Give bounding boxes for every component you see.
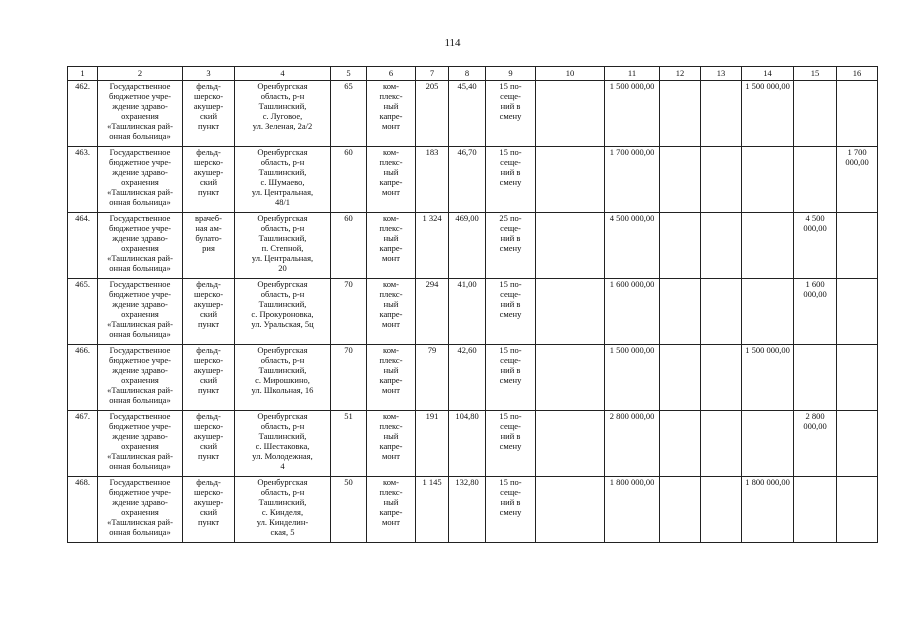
header-row xyxy=(68,67,878,81)
table-cell-col-5 xyxy=(331,477,367,543)
table-cell-col-9 xyxy=(486,81,536,147)
header-cell: 15 xyxy=(794,67,837,81)
table-cell-col-9 xyxy=(486,279,536,345)
table-cell-col-1 xyxy=(68,213,98,279)
table-cell-col-8 xyxy=(449,81,486,147)
table-cell-col-6 xyxy=(367,279,416,345)
cell-text: 15 по- сеще- ний в смену xyxy=(499,477,522,517)
table-cell-col-6 xyxy=(367,477,416,543)
cell-text: 205 xyxy=(425,81,439,91)
table-cell-col-3 xyxy=(183,213,235,279)
table-cell-col-14 xyxy=(742,345,794,411)
cell-text: Оренбургская область, р-н Ташлинский, с. Шумаево, ул. Центральная, 48/1 xyxy=(251,147,314,207)
cell-text: 1 500 000,00 xyxy=(609,345,655,355)
table-cell-col-4 xyxy=(235,279,331,345)
table-cell-col-1 xyxy=(68,477,98,543)
cell-text: Государственное бюджетное учре- ждение здраво- охранения «Ташлинская рай- онная больница» xyxy=(107,213,173,273)
cell-text: 70 xyxy=(344,345,353,355)
cell-text: Оренбургская область, р-н Ташлинский, с. Луговое, ул. Зеленая, 2а/2 xyxy=(252,81,313,131)
table-cell-col-16 xyxy=(837,477,878,543)
header-cell: 4 xyxy=(235,67,331,81)
cell-text: 15 по- сеще- ний в смену xyxy=(499,279,522,319)
table-cell-col-13 xyxy=(701,345,742,411)
table-cell-col-10 xyxy=(536,477,605,543)
cell-text: 294 xyxy=(425,279,439,289)
cell-text: Государственное бюджетное учре- ждение здраво- охранения «Ташлинская рай- онная больница» xyxy=(107,411,173,471)
table-cell-col-13 xyxy=(701,477,742,543)
table-cell-col-1 xyxy=(68,81,98,147)
cell-text: 1 800 000,00 xyxy=(745,477,790,487)
table-cell-col-8 xyxy=(449,411,486,477)
table-cell-col-11 xyxy=(605,147,660,213)
table-cell-col-11 xyxy=(605,213,660,279)
table-cell-col-8 xyxy=(449,279,486,345)
cell-text: 2 800 000,00 xyxy=(803,411,827,431)
table-row xyxy=(68,279,878,345)
table-cell-col-16 xyxy=(837,279,878,345)
table-cell-col-3 xyxy=(183,147,235,213)
cell-text: 15 по- сеще- ний в смену xyxy=(499,345,522,385)
cell-text: 15 по- сеще- ний в смену xyxy=(499,411,522,451)
table-cell-col-4 xyxy=(235,81,331,147)
table-cell-col-16 xyxy=(837,81,878,147)
table-cell-col-16 xyxy=(837,147,878,213)
table-cell-col-2 xyxy=(98,147,183,213)
table-cell-col-7 xyxy=(416,477,449,543)
table-cell-col-10 xyxy=(536,147,605,213)
header-cell: 7 xyxy=(416,67,449,81)
table-cell-col-16 xyxy=(837,411,878,477)
cell-text: 191 xyxy=(425,411,439,421)
cell-text: фельд- шерско- акушер- ский пункт xyxy=(193,147,224,197)
cell-text: 104,80 xyxy=(455,411,479,421)
cell-text: Оренбургская область, р-н Ташлинский, п. Степной, ул. Центральная, 20 xyxy=(251,213,314,273)
cell-text: 469,00 xyxy=(455,213,479,223)
table-cell-col-5 xyxy=(331,147,367,213)
table-cell-col-6 xyxy=(367,345,416,411)
cell-text: 1 700 000,00 xyxy=(609,147,655,157)
table-cell-col-12 xyxy=(660,345,701,411)
cell-text: 1 500 000,00 xyxy=(609,81,655,91)
table-cell-col-10 xyxy=(536,213,605,279)
cell-text: 1 600 000,00 xyxy=(803,279,827,299)
cell-text: Государственное бюджетное учре- ждение здраво- охранения «Ташлинская рай- онная больница» xyxy=(107,477,173,537)
cell-text: ком- плекс- ный капре- монт xyxy=(379,279,403,329)
table-cell-col-16 xyxy=(837,345,878,411)
table-cell-col-12 xyxy=(660,147,701,213)
table-cell-col-8 xyxy=(449,477,486,543)
table-row xyxy=(68,213,878,279)
header-cell: 3 xyxy=(183,67,235,81)
table-cell-col-14 xyxy=(742,477,794,543)
table-cell-col-8 xyxy=(449,213,486,279)
cell-text: 60 xyxy=(344,147,353,157)
cell-text: 50 xyxy=(344,477,353,487)
table-cell-col-16 xyxy=(837,213,878,279)
cell-text: 465. xyxy=(75,279,90,289)
table-cell-col-2 xyxy=(98,213,183,279)
table-cell-col-13 xyxy=(701,81,742,147)
cell-text: Государственное бюджетное учре- ждение здраво- охранения «Ташлинская рай- онная больница» xyxy=(107,81,173,141)
table-cell-col-5 xyxy=(331,81,367,147)
table-cell-col-3 xyxy=(183,477,235,543)
cell-text: Оренбургская область, р-н Ташлинский, с. Прокуроновка, ул. Уральская, 5ц xyxy=(251,279,314,329)
table-cell-col-6 xyxy=(367,81,416,147)
cell-text: 468. xyxy=(75,477,90,487)
cell-text: 1 600 000,00 xyxy=(609,279,655,289)
table-cell-col-14 xyxy=(742,279,794,345)
header-cell: 10 xyxy=(536,67,605,81)
table-cell-col-11 xyxy=(605,279,660,345)
header-cell: 16 xyxy=(837,67,878,81)
table-cell-col-3 xyxy=(183,81,235,147)
cell-text: ком- плекс- ный капре- монт xyxy=(379,345,403,395)
table-cell-col-9 xyxy=(486,477,536,543)
table-cell-col-14 xyxy=(742,213,794,279)
table-cell-col-15 xyxy=(794,147,837,213)
table-cell-col-9 xyxy=(486,345,536,411)
table-cell-col-4 xyxy=(235,477,331,543)
table-cell-col-2 xyxy=(98,411,183,477)
cell-text: 4 500 000,00 xyxy=(609,213,655,223)
table-cell-col-13 xyxy=(701,411,742,477)
cell-text: 42,60 xyxy=(457,345,477,355)
cell-text: фельд- шерско- акушер- ский пункт xyxy=(193,81,224,131)
table-cell-col-4 xyxy=(235,147,331,213)
cell-text: Государственное бюджетное учре- ждение здраво- охранения «Ташлинская рай- онная больница» xyxy=(107,345,173,405)
table-cell-col-6 xyxy=(367,411,416,477)
table-cell-col-7 xyxy=(416,279,449,345)
table-cell-col-10 xyxy=(536,345,605,411)
table-cell-col-6 xyxy=(367,147,416,213)
table-cell-col-10 xyxy=(536,279,605,345)
table-cell-col-1 xyxy=(68,147,98,213)
cell-text: фельд- шерско- акушер- ский пункт xyxy=(193,345,224,395)
table-cell-col-14 xyxy=(742,81,794,147)
cell-text: 464. xyxy=(75,213,90,223)
cell-text: фельд- шерско- акушер- ский пункт xyxy=(193,477,224,527)
table-cell-col-1 xyxy=(68,345,98,411)
table-cell-col-10 xyxy=(536,411,605,477)
cell-text: 60 xyxy=(344,213,353,223)
table-row xyxy=(68,411,878,477)
table-cell-col-15 xyxy=(794,279,837,345)
table-cell-col-15 xyxy=(794,477,837,543)
table-cell-col-2 xyxy=(98,279,183,345)
table-cell-col-11 xyxy=(605,345,660,411)
table-cell-col-15 xyxy=(794,213,837,279)
table-cell-col-15 xyxy=(794,81,837,147)
table-cell-col-1 xyxy=(68,411,98,477)
cell-text: 1 324 xyxy=(422,213,442,223)
table-cell-col-14 xyxy=(742,147,794,213)
table-cell-col-5 xyxy=(331,345,367,411)
cell-text: Оренбургская область, р-н Ташлинский, с. Кинделя, ул. Кинделин- ская, 5 xyxy=(256,477,309,537)
cell-text: ком- плекс- ный капре- монт xyxy=(379,477,403,527)
table-cell-col-10 xyxy=(536,81,605,147)
table-cell-col-7 xyxy=(416,345,449,411)
cell-text: 1 145 xyxy=(422,477,442,487)
table-cell-col-13 xyxy=(701,213,742,279)
table-cell-col-9 xyxy=(486,411,536,477)
cell-text: 4 500 000,00 xyxy=(803,213,827,233)
header-cell: 1 xyxy=(68,67,98,81)
cell-text: 45,40 xyxy=(457,81,477,91)
table-cell-col-14 xyxy=(742,411,794,477)
table-cell-col-2 xyxy=(98,477,183,543)
header-cell: 11 xyxy=(605,67,660,81)
table-cell-col-3 xyxy=(183,411,235,477)
header-cell: 5 xyxy=(331,67,367,81)
table-cell-col-7 xyxy=(416,81,449,147)
table-cell-col-5 xyxy=(331,279,367,345)
header-cell: 14 xyxy=(742,67,794,81)
cell-text: ком- плекс- ный капре- монт xyxy=(379,147,403,197)
table-cell-col-6 xyxy=(367,213,416,279)
cell-text: 463. xyxy=(75,147,90,157)
table-cell-col-15 xyxy=(794,411,837,477)
table-cell-col-7 xyxy=(416,411,449,477)
cell-text: Государственное бюджетное учре- ждение здраво- охранения «Ташлинская рай- онная больница» xyxy=(107,147,173,207)
table-cell-col-9 xyxy=(486,147,536,213)
cell-text: 183 xyxy=(425,147,439,157)
table-cell-col-7 xyxy=(416,213,449,279)
table-cell-col-12 xyxy=(660,411,701,477)
header-cell: 2 xyxy=(98,67,183,81)
cell-text: Оренбургская область, р-н Ташлинский, с. Мирошкино, ул. Школьная, 16 xyxy=(251,345,314,395)
cell-text: 51 xyxy=(344,411,353,421)
table-cell-col-8 xyxy=(449,147,486,213)
page-number: 114 xyxy=(444,37,461,49)
cell-text: 1 800 000,00 xyxy=(609,477,655,487)
table-cell-col-3 xyxy=(183,345,235,411)
table-cell-col-13 xyxy=(701,279,742,345)
table-cell-col-13 xyxy=(701,147,742,213)
table-cell-col-2 xyxy=(98,345,183,411)
cell-text: фельд- шерско- акушер- ский пункт xyxy=(193,411,224,461)
header-cell: 13 xyxy=(701,67,742,81)
cell-text: 462. xyxy=(75,81,90,91)
cell-text: 1 500 000,00 xyxy=(745,81,790,91)
cell-text: 15 по- сеще- ний в смену xyxy=(499,147,522,187)
header-cell: 12 xyxy=(660,67,701,81)
table-cell-col-4 xyxy=(235,213,331,279)
table-row xyxy=(68,147,878,213)
facilities-table xyxy=(67,66,878,543)
cell-text: 467. xyxy=(75,411,90,421)
table-cell-col-9 xyxy=(486,213,536,279)
cell-text: 15 по- сеще- ний в смену xyxy=(499,81,522,121)
table-cell-col-3 xyxy=(183,279,235,345)
table-cell-col-12 xyxy=(660,477,701,543)
table-cell-col-11 xyxy=(605,81,660,147)
table-cell-col-5 xyxy=(331,411,367,477)
cell-text: 46,70 xyxy=(457,147,477,157)
table-row xyxy=(68,345,878,411)
cell-text: 79 xyxy=(427,345,437,355)
cell-text: 2 800 000,00 xyxy=(609,411,655,421)
cell-text: 25 по- сеще- ний в смену xyxy=(499,213,522,253)
table-cell-col-11 xyxy=(605,477,660,543)
cell-text: 65 xyxy=(344,81,353,91)
table-cell-col-2 xyxy=(98,81,183,147)
table-cell-col-11 xyxy=(605,411,660,477)
cell-text: 1 500 000,00 xyxy=(745,345,790,355)
table-row xyxy=(68,477,878,543)
table-row xyxy=(68,81,878,147)
table-cell-col-7 xyxy=(416,147,449,213)
header-cell: 8 xyxy=(449,67,486,81)
cell-text: фельд- шерско- акушер- ский пункт xyxy=(193,279,224,329)
cell-text: 70 xyxy=(344,279,353,289)
cell-text: Государственное бюджетное учре- ждение здраво- охранения «Ташлинская рай- онная больница» xyxy=(107,279,173,339)
header-cell: 9 xyxy=(486,67,536,81)
cell-text: Оренбургская область, р-н Ташлинский, с. Шестаковка, ул. Молодежная, 4 xyxy=(252,411,313,471)
table-cell-col-4 xyxy=(235,411,331,477)
cell-text: 41,00 xyxy=(457,279,477,289)
table-cell-col-15 xyxy=(794,345,837,411)
table-cell-col-4 xyxy=(235,345,331,411)
table-cell-col-1 xyxy=(68,279,98,345)
cell-text: ком- плекс- ный капре- монт xyxy=(379,411,403,461)
table-cell-col-12 xyxy=(660,81,701,147)
cell-text: ком- плекс- ный капре- монт xyxy=(379,213,403,263)
cell-text: ком- плекс- ный капре- монт xyxy=(379,81,403,131)
header-cell: 6 xyxy=(367,67,416,81)
cell-text: 1 700 000,00 xyxy=(845,147,869,167)
table-cell-col-8 xyxy=(449,345,486,411)
table-cell-col-12 xyxy=(660,279,701,345)
cell-text: 132,80 xyxy=(455,477,479,487)
cell-text: 466. xyxy=(75,345,90,355)
table-cell-col-12 xyxy=(660,213,701,279)
table-cell-col-5 xyxy=(331,213,367,279)
cell-text: врачеб- ная ам- булато- рия xyxy=(195,213,222,253)
